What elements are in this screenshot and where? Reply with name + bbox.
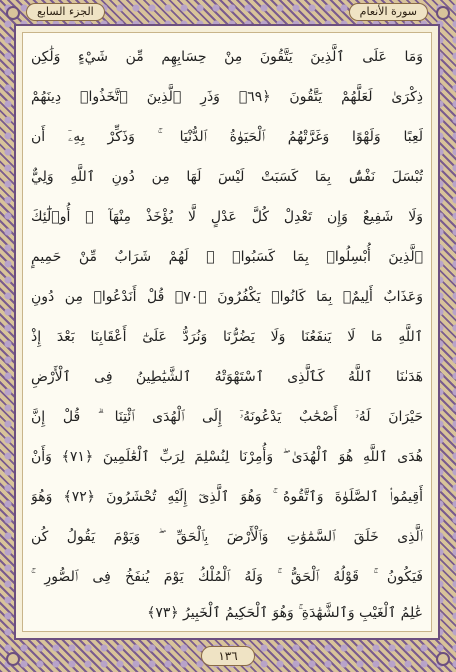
corner-ornament-icon bbox=[6, 6, 20, 20]
text-line-3: لَعِبًا وَلَهْوًا وَغَرَّتْهُمُ ٱلْحَيَوٰةُ ٱلدُّنْيَا ۚ وَذَكِّرْ بِهِۦٓ أَن bbox=[31, 129, 423, 145]
page-number: ١٣٦ bbox=[201, 646, 254, 666]
juz-label: الجزء السابع bbox=[26, 3, 105, 21]
text-line-11: هُدَى ٱللَّهِ هُوَ ٱلْهُدَىٰ ۖ وَأُمِرْنَا لِنُسْلِمَ لِرَبِّ ٱلْعَٰلَمِينَ ﴿٧١﴾ وَأَنْ bbox=[31, 449, 423, 465]
page-footer bbox=[0, 646, 456, 666]
text-line-6: ٱلَّذِينَ أُبْسِلُوا۟ بِمَا كَسَبُوا۟ ۖ لَهُمْ شَرَابٌ مِّنْ حَمِيمٍ bbox=[31, 249, 423, 265]
text-line-14: فَيَكُونُ ۚ قَوْلُهُ ٱلْحَقُّ ۚ وَلَهُ ٱلْمُلْكُ يَوْمَ يُنفَخُ فِى ٱلصُّورِ ۚ bbox=[31, 569, 423, 585]
text-line-2: ذِكْرَىٰ لَعَلَّهُمْ يَتَّقُونَ ﴿٦٩﴾ وَذَرِ ٱلَّذِينَ ٱتَّخَذُوا۟ دِينَهُمْ bbox=[31, 89, 423, 105]
text-line-9: هَدَىٰنَا ٱللَّهُ كَٱلَّذِى ٱسْتَهْوَتْهُ ٱلشَّيَٰطِينُ فِى ٱلْأَرْضِ bbox=[31, 369, 423, 385]
text-line-5: وَلَا شَفِيعٌ وَإِن تَعْدِلْ كُلَّ عَدْلٍ لَّا يُؤْخَذْ مِنْهَآ ۗ أُو۟لَٰٓئِكَ bbox=[31, 209, 423, 225]
page-header bbox=[14, 2, 440, 22]
text-line-13: ٱلَّذِى خَلَقَ ٱلسَّمَٰوَٰتِ وَٱلْأَرْضَ بِٱلْحَقِّ ۖ وَيَوْمَ يَقُولُ كُن bbox=[31, 529, 423, 545]
text-line-8: ٱللَّهِ مَا لَا يَنفَعُنَا وَلَا يَضُرُّنَا وَنُرَدُّ عَلَىٰٓ أَعْقَابِنَا بَعْدَ إِذْ bbox=[31, 329, 423, 345]
corner-ornament-icon bbox=[6, 652, 20, 666]
surah-label: سورة الأنعام bbox=[349, 3, 428, 21]
quran-text-area bbox=[22, 32, 432, 632]
text-line-7: وَعَذَابٌ أَلِيمٌۢ بِمَا كَانُوا۟ يَكْفُرُونَ ﴿٧٠﴾ قُلْ أَنَدْعُوا۟ مِن دُونِ bbox=[31, 289, 423, 305]
text-line-10: حَيْرَانَ لَهُۥٓ أَصْحَٰبٌ يَدْعُونَهُۥٓ إِلَى ٱلْهُدَى ٱئْتِنَا ۗ قُلْ إِنَّ bbox=[31, 409, 423, 425]
corner-ornament-icon bbox=[436, 6, 450, 20]
corner-ornament-icon bbox=[436, 652, 450, 666]
text-line-1: وَمَا عَلَى ٱلَّذِينَ يَتَّقُونَ مِنْ حِسَابِهِم مِّن شَيْءٍ وَلَٰكِن bbox=[31, 49, 423, 65]
text-line-4: تُبْسَلَ نَفْسٌۢ بِمَا كَسَبَتْ لَيْسَ لَهَا مِن دُونِ ٱللَّهِ وَلِيٌّ bbox=[31, 169, 423, 185]
text-line-15: عَٰلِمُ ٱلْغَيْبِ وَٱلشَّهَٰدَةِ ۚ وَهُوَ ٱلْحَكِيمُ ٱلْخَبِيرُ ﴿٧٣﴾ bbox=[147, 605, 423, 621]
text-line-12: أَقِيمُوا۟ ٱلصَّلَوٰةَ وَٱتَّقُوهُ ۚ وَهُوَ ٱلَّذِىٓ إِلَيْهِ تُحْشَرُونَ ﴿٧٢﴾ وَهُوَ bbox=[31, 489, 423, 505]
